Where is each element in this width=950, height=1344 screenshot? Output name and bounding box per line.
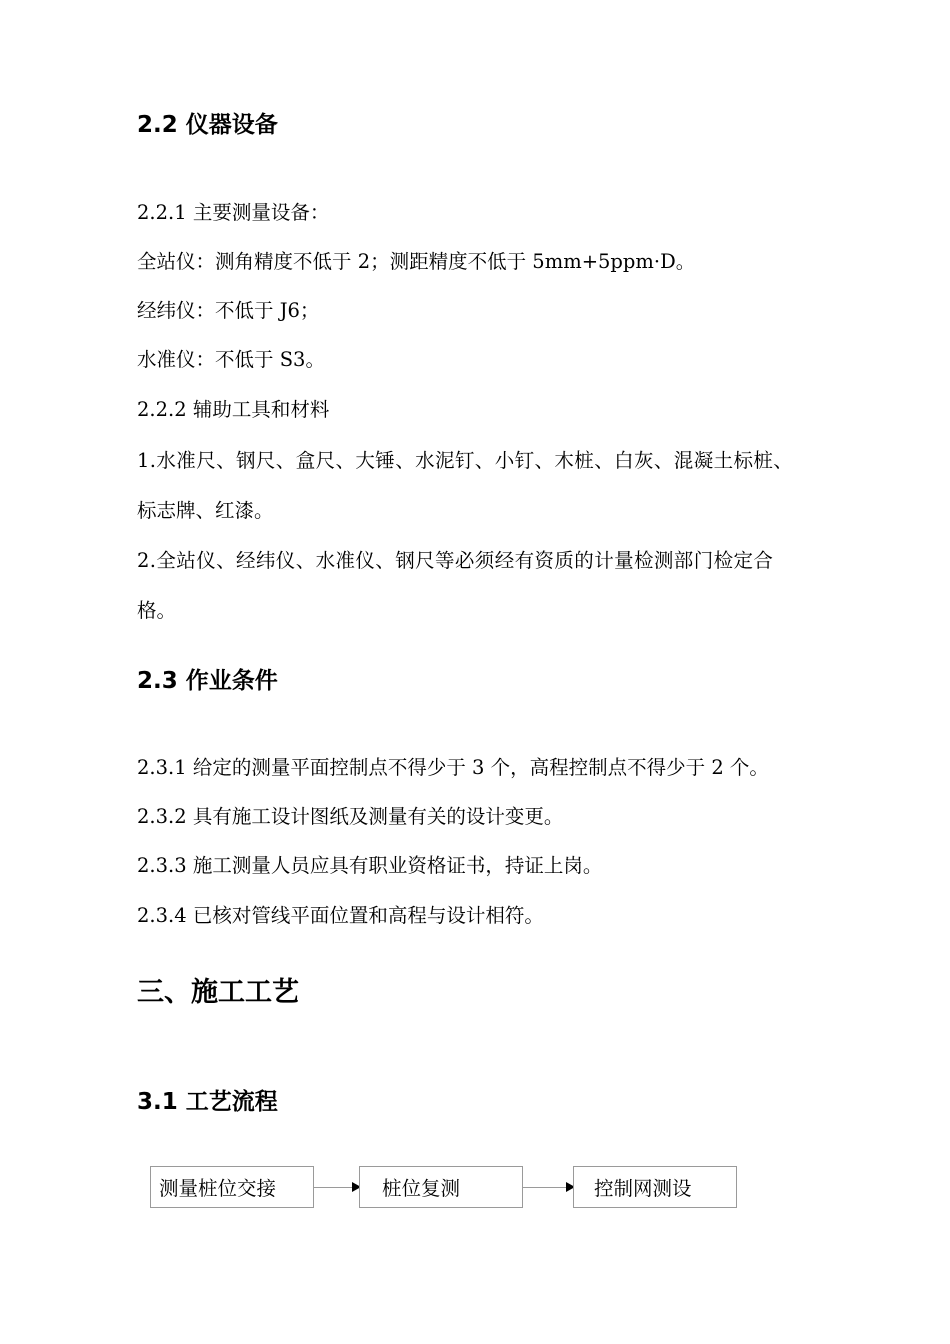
paragraph-2-3-4: 2.3.4 已核对管线平面位置和高程与设计相符。 — [137, 904, 544, 927]
paragraph-theodolite: 经纬仪：不低于 J6； — [137, 299, 320, 322]
flow-step-control-network — [573, 1166, 737, 1208]
paragraph-2-2-2: 2.2.2 辅助工具和材料 — [137, 398, 330, 421]
paragraph-tools-line1: 1.水准尺、钢尺、盒尺、大锤、水泥钉、小钉、木桩、白灰、混凝土标桩、 — [137, 449, 794, 472]
flow-step-stake-handover — [150, 1166, 314, 1208]
paragraph-calibration-line2: 格。 — [137, 599, 177, 622]
flow-step-label: 测量桩位交接 — [159, 1177, 277, 1200]
paragraph-2-3-1: 2.3.1 给定的测量平面控制点不得少于 3 个，高程控制点不得少于 2 个。 — [137, 756, 769, 779]
paragraph-2-2-1: 2.2.1 主要测量设备： — [137, 201, 330, 224]
heading-3-1: 3.1 工艺流程 — [137, 1089, 278, 1115]
paragraph-calibration-line1: 2.全站仪、经纬仪、水准仪、钢尺等必须经有资质的计量检测部门检定合 — [137, 549, 774, 572]
paragraph-2-3-2: 2.3.2 具有施工设计图纸及测量有关的设计变更。 — [137, 805, 564, 828]
flow-arrow-icon — [314, 1187, 359, 1188]
flow-step-label: 控制网测设 — [594, 1177, 692, 1200]
paragraph-total-station: 全站仪：测角精度不低于 2；测距精度不低于 5mm+5ppm·D。 — [137, 250, 696, 273]
heading-2-2: 2.2 仪器设备 — [137, 112, 278, 138]
flow-arrow-icon — [523, 1187, 573, 1188]
heading-chapter-3: 三、施工工艺 — [137, 977, 299, 1008]
flow-step-label: 桩位复测 — [382, 1177, 461, 1200]
heading-2-3: 2.3 作业条件 — [137, 668, 278, 694]
paragraph-tools-line2: 标志牌、红漆。 — [137, 499, 274, 522]
paragraph-2-3-3: 2.3.3 施工测量人员应具有职业资格证书，持证上岗。 — [137, 854, 603, 877]
flow-step-stake-recheck — [359, 1166, 523, 1208]
paragraph-level: 水准仪：不低于 S3。 — [137, 348, 325, 371]
